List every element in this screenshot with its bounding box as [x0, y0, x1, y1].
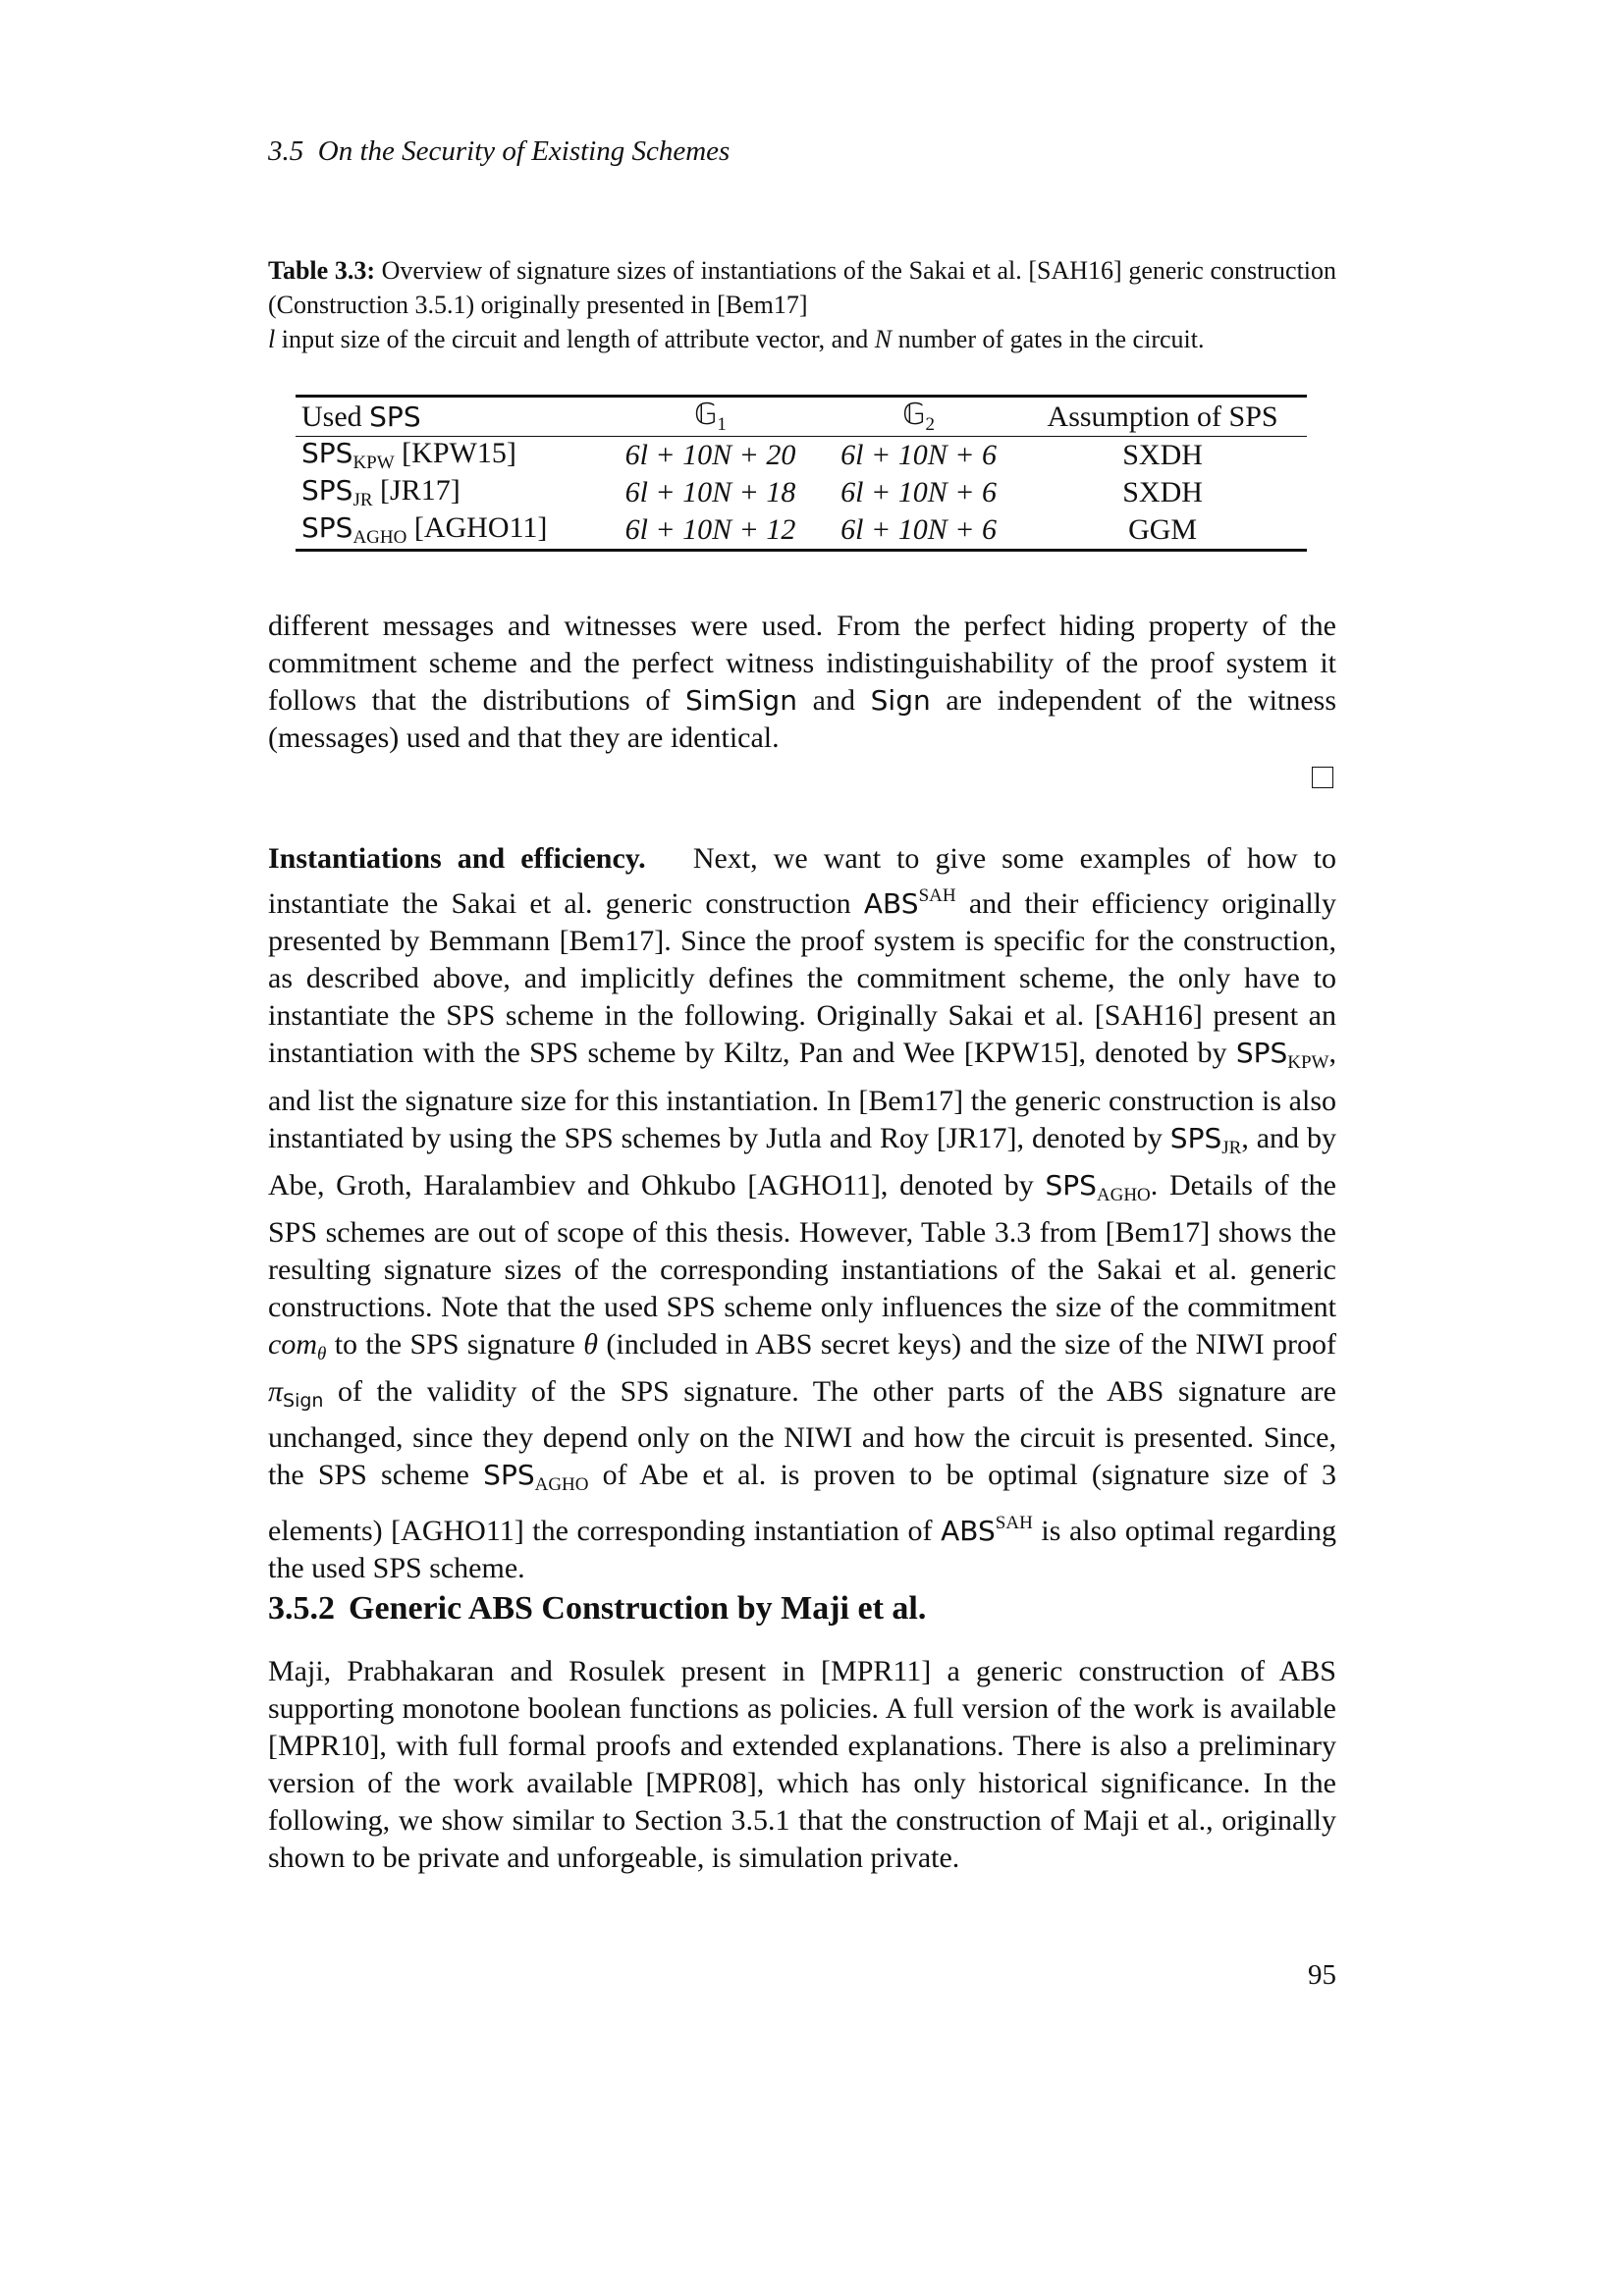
header-section-number: 3.5 [268, 135, 304, 167]
header-assumption: Assumption of SPS [1018, 397, 1307, 437]
cell-sps: $SPS_{AGHO}$ [AGHO11] [296, 511, 602, 551]
cell-g1: 6l + 10N + 20 [624, 439, 796, 471]
section-number: 3.5.2 [268, 1590, 335, 1627]
cell-sps: $SPS_{JR}$ [JR17] [301, 474, 460, 510]
signature-size-table [296, 395, 1307, 552]
cell-assumption: SXDH [1122, 476, 1203, 508]
table-row [296, 437, 1307, 475]
caption-var-l: l [268, 325, 276, 353]
cell-sps: $SPS_{KPW}$ [KPW15] [301, 437, 516, 473]
paragraph-lead: Instantiations and efficiency. [268, 842, 646, 875]
table-row [296, 511, 1307, 551]
section-heading [268, 1590, 926, 1628]
qed-box-icon [1312, 767, 1333, 788]
table-caption [268, 253, 1336, 356]
cell-assumption: GGM [1018, 511, 1307, 551]
header-g1: 𝔾$_1$ [602, 397, 819, 437]
instantiations-paragraph: Instantiations and efficiency. Next, we want to give some examples of how to instantiate the Sakai et al. generic construction $ABS^{SAH}$ and their efficiency originally presented by Bemmann [Bem17]. Since the proof system is specific for the construction, as described above, and implicitly defines the commitment scheme, the only have to instantiate the SPS scheme in the following. Originally Sakai et al. [SAH16] present an instantiation with the SPS scheme by Kiltz, Pan and Wee [KPW15], denoted by $SPS_{KPW}$, and list the signature size for this instantiation. In [Bem17] the generic construction is also instantiated by using the SPS schemes by Jutla and Roy [JR17], denoted by $SPS_{JR}$, and by Abe, Groth, Haralambiev and Ohkubo [AGHO11], denoted by $SPS_{AGHO}$. Details of the SPS schemes are out of scope of this thesis. However, Table 3.3 from [Bem17] shows the resulting signature sizes of the corresponding instantiations of the Sakai et al. generic constructions. Note that the used SPS scheme only influences the size of the commitment com$_\theta$ to the SPS signature θ (included in ABS secret keys) and the size of the NIWI proof $\pi_{Sign}$ of the validity of the SPS signature. The other parts of the ABS signature are unchanged, since they depend only on the NIWI and how the circuit is presented. Since, the SPS scheme $SPS_{AGHO}$ of Abe et al. is proven to be optimal (signature size of 3 elements) [AGHO11] the corresponding instantiation of $ABS^{SAH}$ is also optimal regarding the used SPS scheme. [268, 842, 1337, 1584]
cell-g2: 6l + 10N + 6 [840, 439, 997, 471]
cell-assumption: SXDH [1122, 439, 1203, 471]
cell-g2: 6l + 10N + 6 [840, 476, 997, 508]
maji-paragraph: Maji, Prabhakaran and Rosulek present in [MPR11] a generic construction of ABS supporting monotone boolean functions as policies. A full version of the work is available [MPR10], with full formal proofs and extended explanations. There is also a preliminary version of the work available [MPR08], which has only historical significance. In the following, we show similar to Section 3.5.1 that the construction of Maji et al., originally shown to be private and unforgeable, is simulation private. [268, 1655, 1336, 1875]
header-used-sps: Used SPS [296, 397, 602, 437]
section-title: Generic ABS Construction by Maji et al. [349, 1590, 927, 1627]
simsign-term: SimSign [685, 684, 797, 718]
caption-text-3: number of gates in the circuit. [892, 325, 1205, 353]
page-number: 95 [1308, 1959, 1336, 1991]
header-g2: 𝔾$_2$ [819, 397, 1018, 437]
header-section-title: On the Security of Existing Schemes [317, 135, 731, 167]
sign-term: Sign [870, 684, 931, 718]
cell-g1: 6l + 10N + 18 [624, 476, 796, 508]
caption-label: Table 3.3: [268, 256, 375, 285]
cell-g2: 6l + 10N + 6 [819, 511, 1018, 551]
running-header [268, 135, 730, 168]
proof-end-paragraph: different messages and witnesses were used. From the perfect hiding property of the commitment scheme and the perfect witness indistinguishability of the proof system it follows that the distributions of SimSign and Sign are independent of the witness (messages) used and that they are identical. [268, 610, 1336, 755]
caption-text-2: input size of the circuit and length of attribute vector, and [275, 325, 875, 353]
caption-text: Overview of signature sizes of instantiations of the Sakai et al. [SAH16] generic construction (Construction 3.5.1) originally presented in [Bem17] [268, 256, 1337, 319]
caption-var-n: N [874, 325, 893, 353]
table-header-row [296, 397, 1307, 437]
table-row [296, 474, 1307, 511]
cell-g1: 6l + 10N + 12 [602, 511, 819, 551]
